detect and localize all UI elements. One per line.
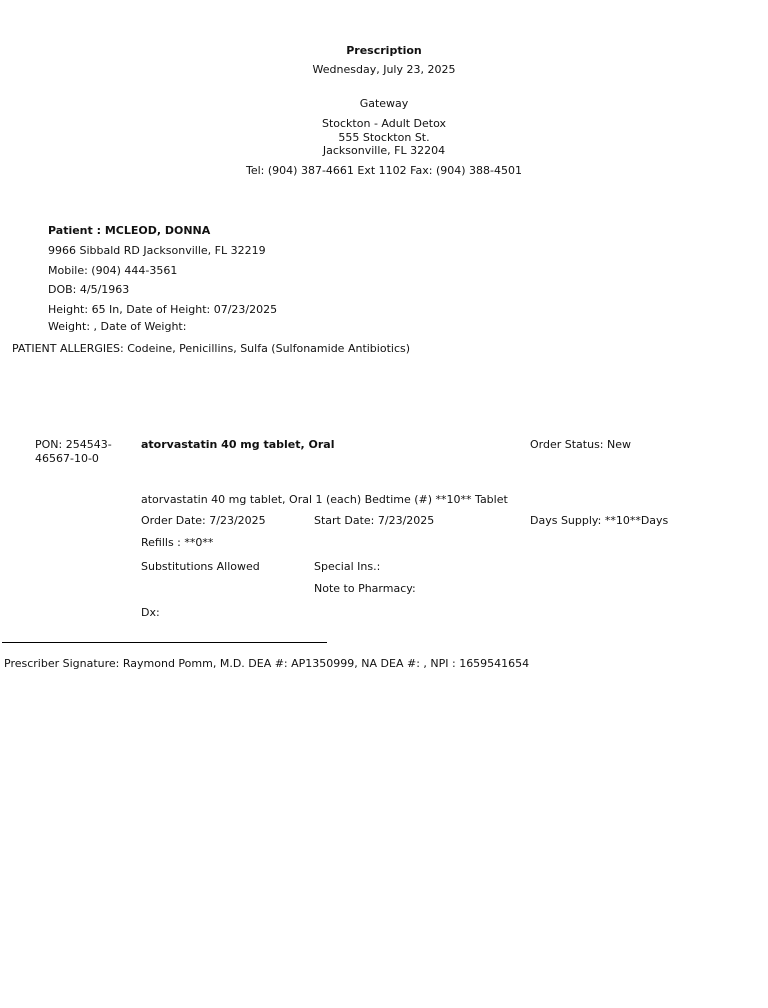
substitutions: Substitutions Allowed — [141, 560, 260, 573]
special-instructions: Special Ins.: — [314, 560, 381, 573]
document-title: Prescription — [346, 44, 422, 57]
refills: Refills : **0** — [141, 536, 214, 549]
diagnosis: Dx: — [141, 606, 160, 619]
days-supply: Days Supply: **10**Days — [530, 514, 669, 527]
patient-height: Height: 65 In, Date of Height: 07/23/2025 — [48, 303, 278, 316]
order-status: Order Status: New — [530, 438, 632, 451]
prescriber-signature: Prescriber Signature: Raymond Pomm, M.D. DEA #: AP1350999, NA DEA #: , NPI : 1659541654 — [4, 657, 530, 670]
patient-mobile: Mobile: (904) 444-3561 — [48, 264, 178, 277]
pon-number-line2: 46567-10-0 — [35, 452, 99, 465]
facility-contact: Tel: (904) 387-4661 Ext 1102 Fax: (904) 388-4501 — [246, 164, 522, 177]
signature-rule — [2, 642, 327, 643]
note-to-pharmacy: Note to Pharmacy: — [314, 582, 416, 595]
patient-name: Patient : MCLEOD, DONNA — [48, 224, 211, 237]
patient-dob: DOB: 4/5/1963 — [48, 283, 130, 296]
facility-name: Stockton - Adult Detox — [321, 117, 447, 130]
patient-allergies: PATIENT ALLERGIES: Codeine, Penicillins, Sulfa (Sulfonamide Antibiotics) — [12, 342, 411, 355]
order-date: Order Date: 7/23/2025 — [141, 514, 266, 527]
patient-address: 9966 Sibbald RD Jacksonville, FL 32219 — [48, 244, 266, 257]
patient-weight: Weight: , Date of Weight: — [48, 320, 187, 333]
start-date: Start Date: 7/23/2025 — [314, 514, 435, 527]
facility-address-line2: Jacksonville, FL 32204 — [322, 144, 446, 157]
drug-title: atorvastatin 40 mg tablet, Oral — [141, 438, 335, 451]
organization-name: Gateway — [359, 97, 409, 110]
pon-number-line1: PON: 254543- — [35, 438, 112, 451]
facility-address-line1: 555 Stockton St. — [338, 131, 430, 144]
document-date: Wednesday, July 23, 2025 — [312, 63, 456, 76]
drug-sig: atorvastatin 40 mg tablet, Oral 1 (each) Bedtime (#) **10** Tablet — [141, 493, 508, 506]
